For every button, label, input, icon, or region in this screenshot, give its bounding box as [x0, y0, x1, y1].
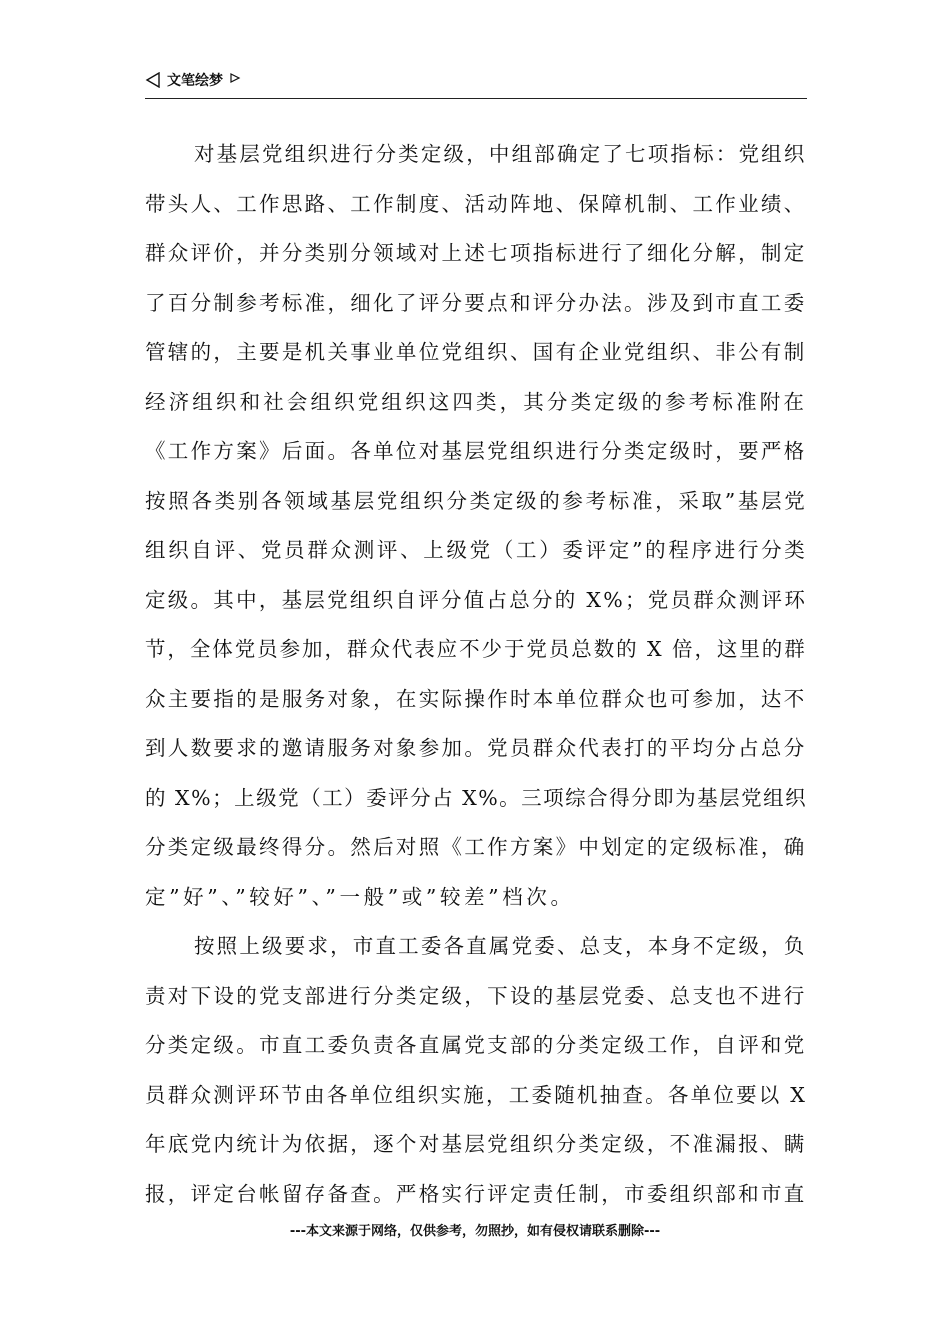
text-line: 群众评价，并分类别分领域对上述七项指标进行了细化分解，制定 — [145, 241, 807, 265]
text-line: 按照各类别各领域基层党组织分类定级的参考标准，采取”基层党 — [145, 488, 808, 513]
text-line: 带头人、工作思路、工作制度、活动阵地、保障机制、工作业绩、 — [145, 191, 807, 216]
triangle-left-icon — [145, 72, 161, 88]
paragraph — [145, 130, 807, 922]
paragraph — [145, 922, 807, 1219]
text-line: 责对下设的党支部进行分类定级，下设的基层党委、总支也不进行 — [145, 983, 807, 1008]
footer-disclaimer: ---本文来源于网络，仅供参考，勿照抄，如有侵权请联系删除--- — [289, 1224, 661, 1239]
text-line: 对基层党组织进行分类定级，中组部确定了七项指标：党组织 — [194, 142, 807, 166]
document-body — [145, 130, 807, 1219]
text-line: 的 X%；上级党（工）委评分占 X%。三项综合得分即为基层党组织 — [145, 785, 808, 810]
text-line: 员群众测评环节由各单位组织实施，工委随机抽查。各单位要以 X — [145, 1082, 808, 1107]
text-line: 报，评定台帐留存备查。严格实行评定责任制，市委组织部和市直 — [145, 1181, 807, 1206]
text-line: 组织自评、党员群众测评、上级党（工）委评定”的程序进行分类 — [145, 538, 808, 562]
text-line: 分类定级。市直工委负责各直属党支部的分类定级工作，自评和党 — [145, 1033, 807, 1057]
text-line: 定级。其中，基层党组织自评分值占总分的 X%；党员群众测评环 — [145, 587, 808, 612]
text-line: 了百分制参考标准，细化了评分要点和评分办法。涉及到市直工委 — [145, 290, 807, 315]
triangle-right-icon — [229, 72, 241, 86]
text-line: 定”好”、”较好”、”一般”或”较差”档次。 — [145, 884, 575, 909]
text-line: 经济组织和社会组织党组织这四类，其分类定级的参考标准附在 — [145, 389, 807, 414]
text-line: 年底党内统计为依据，逐个对基层党组织分类定级，不准漏报、瞒 — [145, 1132, 807, 1156]
text-line: 众主要指的是服务对象，在实际操作时本单位群众也可参加，达不 — [145, 686, 807, 711]
text-line: 节，全体党员参加，群众代表应不少于党员总数的 X 倍，这里的群 — [145, 637, 807, 661]
page-header — [145, 72, 807, 99]
text-line: 到人数要求的邀请服务对象参加。党员群众代表打的平均分占总分 — [145, 736, 807, 760]
header-title: 文笔绘梦 — [167, 73, 223, 89]
text-line: 分类定级最终得分。然后对照《工作方案》中划定的定级标准，确 — [145, 835, 807, 859]
text-line: 《工作方案》后面。各单位对基层党组织进行分类定级时，要严格 — [145, 439, 807, 463]
text-line: 管辖的，主要是机关事业单位党组织、国有企业党组织、非公有制 — [145, 340, 807, 364]
text-line: 按照上级要求，市直工委各直属党委、总支，本身不定级，负 — [194, 934, 807, 958]
